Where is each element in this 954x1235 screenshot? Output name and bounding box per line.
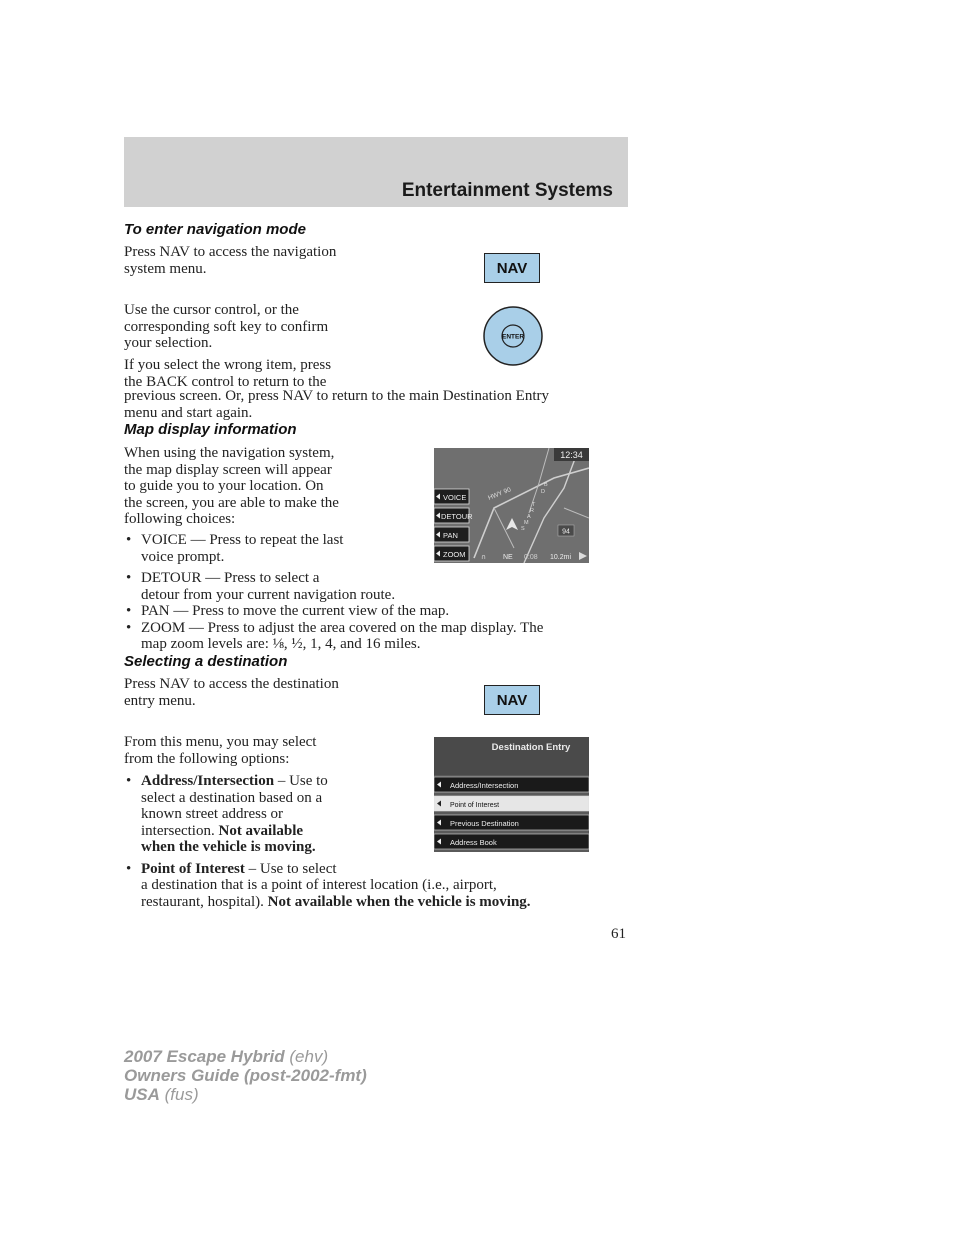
text-span: restaurant, hospital).: [141, 893, 268, 910]
text-line: select a destination based on a: [141, 789, 323, 806]
page-number: 61: [611, 926, 626, 942]
text-span: intersection.: [141, 822, 219, 839]
street-letter: T: [532, 502, 536, 508]
heading-map-display: Map display information: [124, 421, 297, 438]
menu-item-previous-destination: [434, 815, 589, 830]
list-item-point-of-interest: [124, 861, 624, 911]
text-line: voice prompt.: [141, 548, 225, 565]
soft-key-label: DETOUR: [441, 512, 473, 521]
list-item-zoom: [124, 620, 624, 653]
paragraph-wrong-item: [124, 357, 331, 390]
heading-nav-mode: To enter navigation mode: [124, 221, 306, 238]
text-line: • ZOOM — Press to adjust the area covered on the map display. The: [141, 619, 544, 636]
street-letter: D: [541, 489, 545, 495]
text-line: Use the cursor control, or the: [124, 302, 299, 318]
text-line: • PAN — Press to move the current view of the map.: [141, 603, 450, 619]
option-name: Point of Interest: [141, 860, 245, 877]
text-line: known street address or: [141, 806, 284, 822]
soft-key-label: ZOOM: [443, 550, 466, 559]
text-line: system menu.: [124, 260, 207, 277]
paragraph-nav-access: [124, 244, 336, 277]
soft-key-zoom: [434, 546, 469, 561]
section-title: Entertainment Systems: [401, 180, 613, 201]
footer-line: [124, 1047, 367, 1066]
street-letter: S: [521, 526, 525, 532]
paragraph-menu-options: [124, 734, 316, 767]
footer-model: 2007 Escape Hybrid: [124, 1047, 285, 1066]
menu-item-address-book: [434, 834, 589, 849]
text-line: previous screen. Or, press NAV to return to the main Destination Entry: [124, 388, 550, 404]
nav-button: NAV: [484, 685, 540, 715]
paragraph-cursor-control: [124, 302, 328, 352]
text-line: When using the navigation system,: [124, 445, 335, 461]
text-line: Press NAV to access the navigation: [124, 244, 337, 260]
text-line: map zoom levels are: ⅛, ½, 1, 4, and 16 miles.: [141, 636, 421, 652]
route-badge-label: 94: [562, 528, 570, 536]
text-line: your selection.: [124, 335, 213, 351]
text-line: entry menu.: [124, 692, 196, 709]
text-span: – Use to: [274, 773, 328, 789]
street-letter: A: [527, 514, 531, 520]
footer-market-code: (fus): [159, 1085, 199, 1104]
road-name: HWY 90: [487, 486, 513, 502]
text-line: corresponding soft key to confirm: [124, 318, 329, 335]
heading-select-destination: Selecting a destination: [124, 653, 288, 670]
map-display-screen: [434, 448, 589, 563]
enter-label: ENTER: [501, 333, 525, 341]
text-line: Press NAV to access the destination: [124, 676, 339, 692]
street-letter: R: [530, 508, 534, 514]
distance-remaining: 10.2mi: [550, 554, 572, 561]
nav-button: NAV: [484, 253, 540, 283]
text-line: If you select the wrong item, press: [124, 357, 332, 373]
text-line: From this menu, you may select: [124, 734, 317, 750]
menu-item-label: Point of Interest: [450, 802, 500, 809]
footer-market: USA: [124, 1085, 160, 1104]
soft-key-label: VOICE: [443, 493, 467, 502]
menu-title: Destination Entry: [491, 742, 571, 753]
header-band: [124, 137, 628, 207]
text-line: the BACK control to return to the: [124, 373, 327, 390]
text-line: the map display screen will appear: [124, 461, 332, 478]
menu-item-label: Previous Destination: [450, 819, 519, 828]
compass-icon: ∩: [481, 553, 487, 561]
soft-key-pan: [434, 527, 469, 542]
soft-key-voice: [434, 489, 469, 504]
elapsed-time: 0:08: [524, 554, 538, 561]
text-line: • VOICE — Press to repeat the last: [141, 532, 344, 548]
text-line: to guide you to your location. On: [124, 478, 324, 494]
text-span: – Use to select: [244, 860, 337, 877]
destination-entry-screen: [434, 737, 589, 852]
menu-item-label: Address/Intersection: [450, 781, 519, 790]
paragraph-destination-access: [124, 676, 339, 709]
heading-direction: NE: [503, 554, 513, 561]
street-letter: M: [524, 520, 529, 526]
menu-item-point-of-interest: [434, 796, 589, 811]
footer-guide: Owners Guide (post-2002-fmt): [124, 1066, 367, 1085]
text-line: detour from your current navigation route.: [141, 586, 396, 603]
list-item-pan: [124, 603, 624, 620]
paragraph-wrong-item-cont: [124, 388, 549, 421]
list-item-detour: [124, 570, 624, 603]
menu-item-address-intersection: [434, 777, 589, 792]
soft-key-label: PAN: [443, 531, 458, 540]
street-letter: B: [544, 482, 548, 488]
enter-button-icon: [483, 306, 543, 366]
text-line: following choices:: [124, 511, 236, 527]
text-line: from the following options:: [124, 750, 290, 767]
footer-document-info: [124, 1047, 367, 1104]
warning-text: Not available when the vehicle is moving.: [267, 893, 531, 910]
footer-model-code: (ehv): [284, 1047, 329, 1066]
text-line: • DETOUR — Press to select a: [141, 570, 320, 586]
soft-key-detour: [434, 508, 473, 523]
text-line: menu and start again.: [124, 404, 253, 421]
text-line: [141, 861, 624, 878]
option-name: Address/Intersection: [141, 773, 275, 789]
warning-text: Not available: [218, 822, 304, 839]
footer-line: [124, 1085, 367, 1104]
text-line: the screen, you are able to make the: [124, 494, 339, 511]
menu-item-label: Address Book: [450, 838, 497, 847]
footer-line: [124, 1066, 367, 1085]
warning-text: when the vehicle is moving.: [141, 839, 316, 855]
text-line: [141, 894, 624, 911]
text-line: a destination that is a point of interest location (i.e., airport,: [141, 877, 497, 893]
paragraph-map-intro: [124, 445, 339, 528]
clock-time: 12:34: [560, 450, 583, 460]
